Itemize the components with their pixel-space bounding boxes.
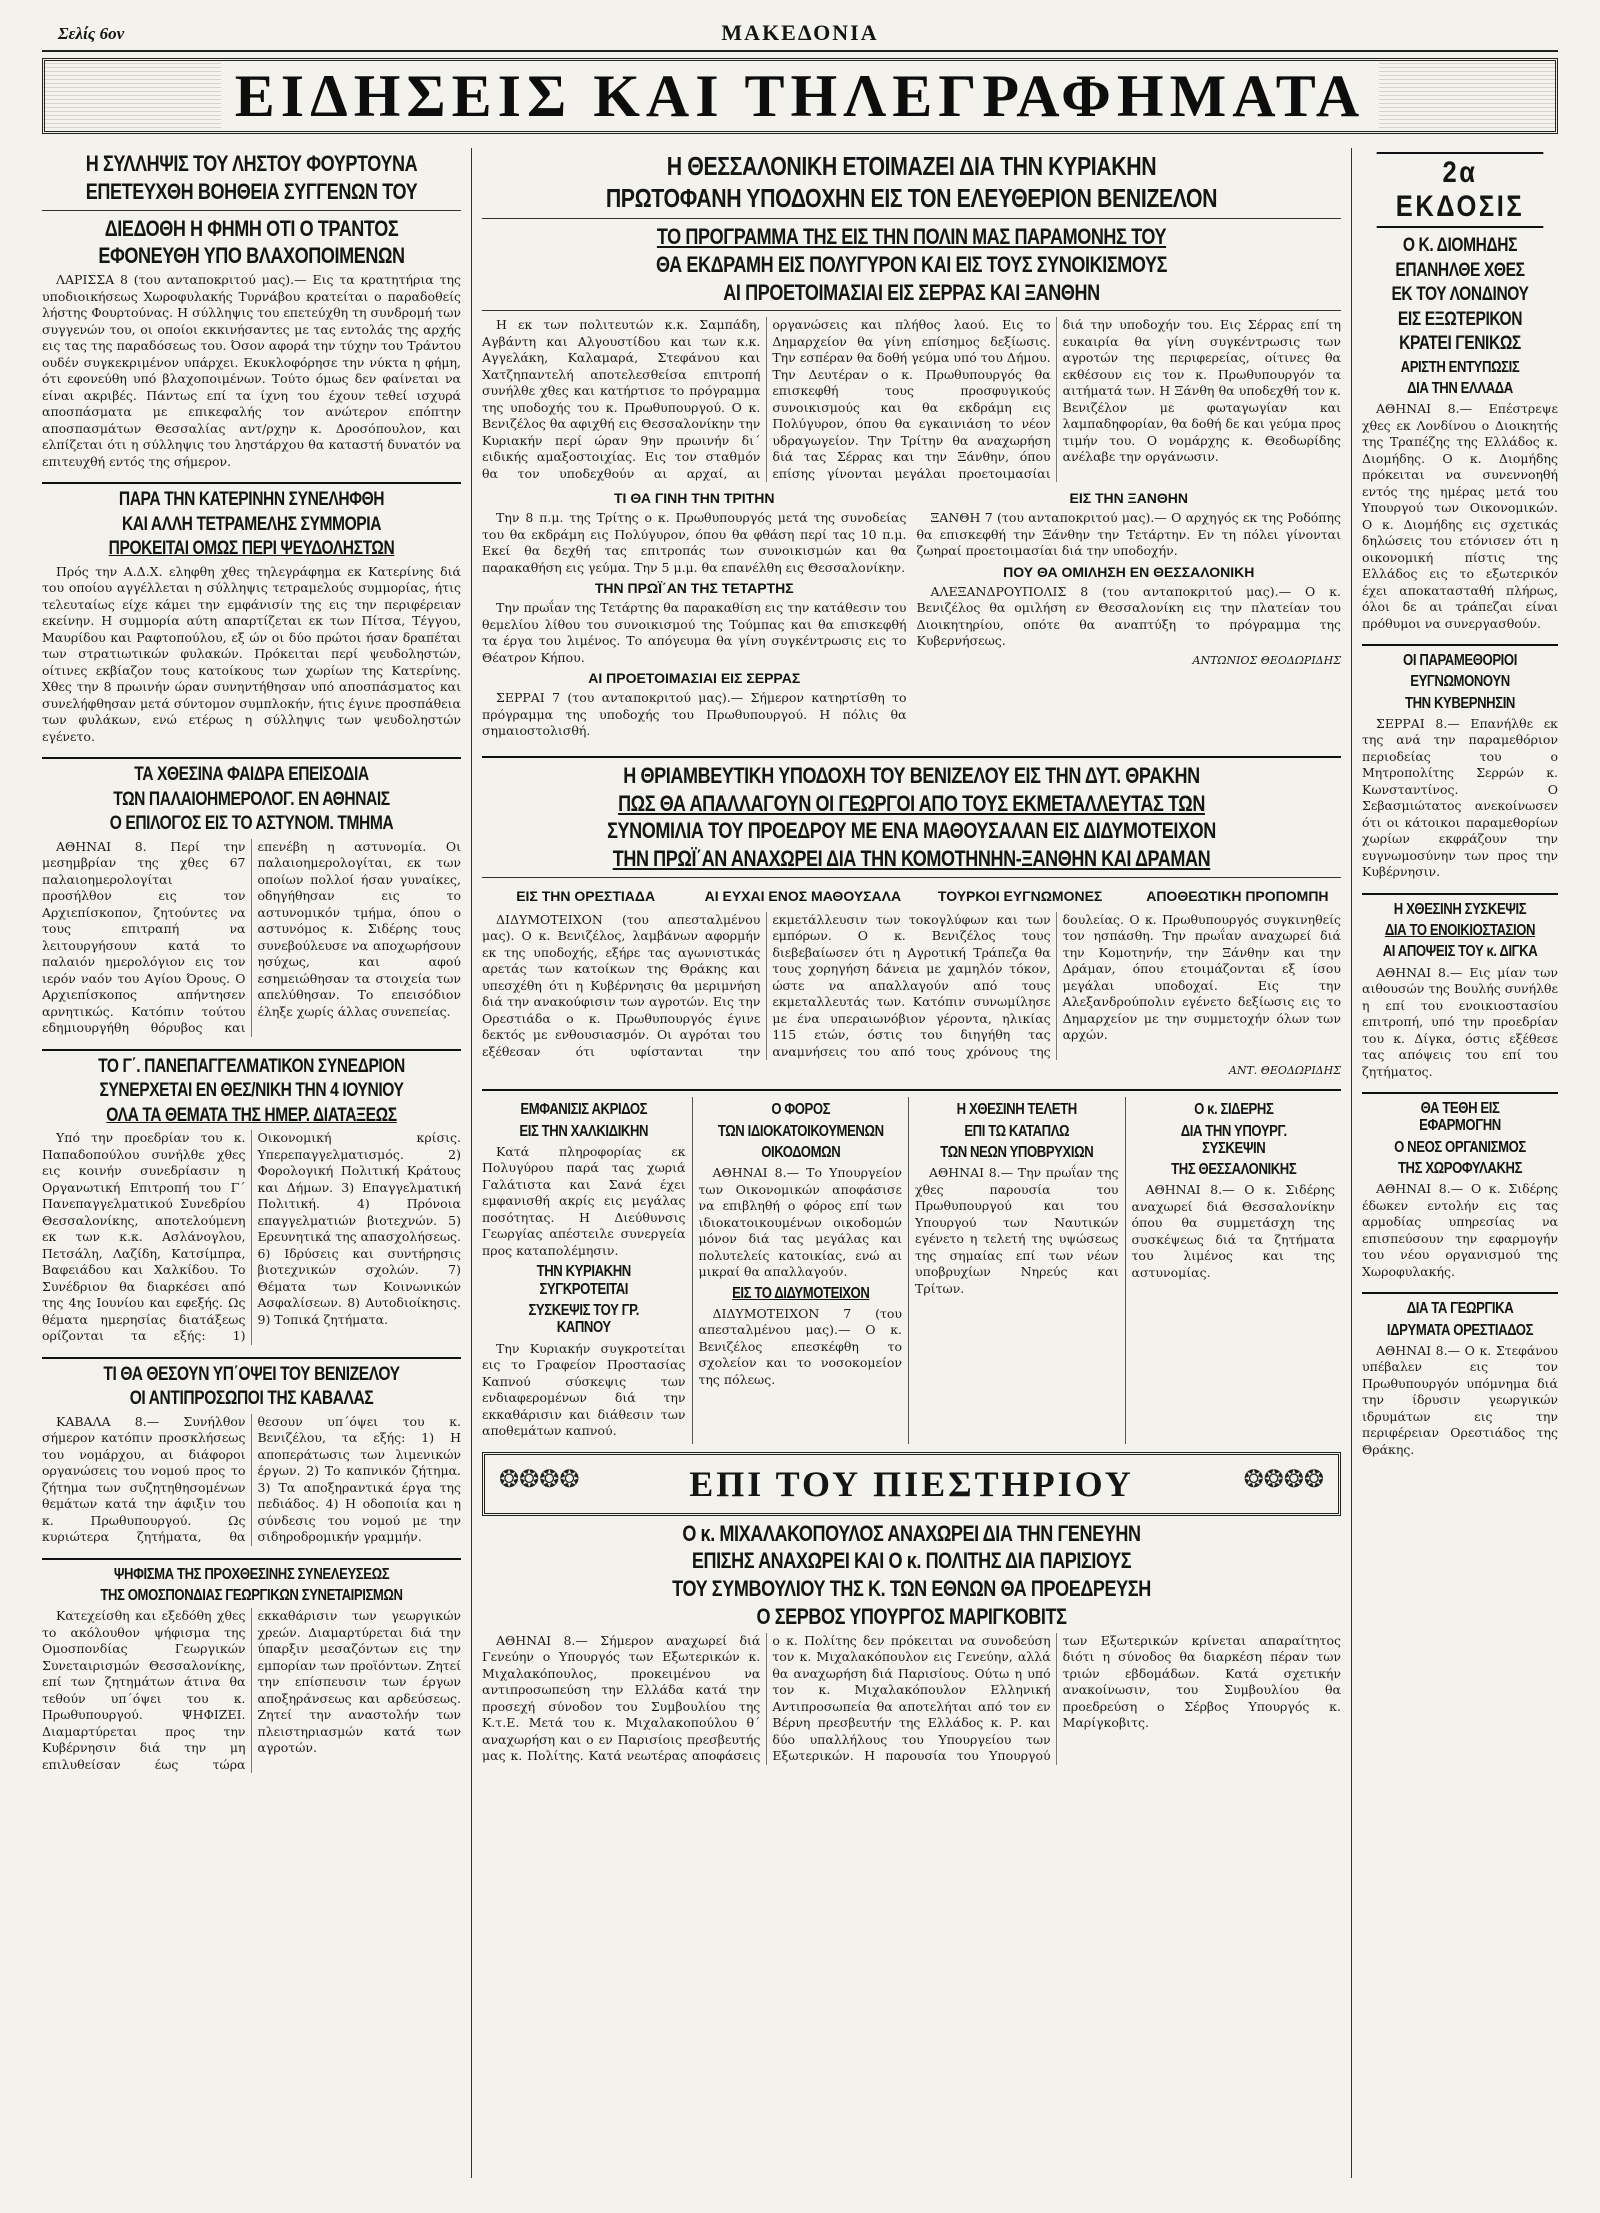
- article-body: ΑΘΗΝΑΙ 8.— Ο κ. Σιδέρης αναχωρεί διά Θεσσαλονίκην όπου θα συμμετάσχη της συσκέψεως διά τα ζητήματα του λιμένος και της αστυνομίας.: [1131, 1182, 1335, 1280]
- sub-sections: [482, 486, 1341, 744]
- headline: ΨΗΦΙΣΜΑ ΤΗΣ ΠΡΟΧΘΕΣΙΝΗΣ ΣΥΝΕΛΕΥΣΕΩΣ: [113, 1565, 390, 1583]
- headline: ΕΚ ΤΟΥ ΛΟΝΔΙΝΟΥ: [1391, 284, 1529, 306]
- column-right: [1352, 148, 1558, 2178]
- subheading: ΠΟΥ ΘΑ ΟΜΙΛΗΣΗ ΕΝ ΘΕΣΣΑΛΟΝΙΚΗ: [1003, 563, 1255, 580]
- section-banner: [42, 58, 1558, 134]
- headline: Ο ΝΕΟΣ ΟΡΓΑΝΙΣΜΟΣ: [1394, 1138, 1526, 1156]
- headline: Η ΧΘΕΣΙΝΗ ΤΕΛΕΤΗ: [956, 1101, 1077, 1119]
- headline: Ο ΕΠΙΛΟΓΟΣ ΕΙΣ ΤΟ ΑΣΤΥΝΟΜ. ΤΜΗΜΑ: [109, 813, 394, 835]
- headline: ΔΙΕΔΟΘΗ Η ΦΗΜΗ ΟΤΙ Ο ΤΡΑΝΤΟΣ: [104, 215, 399, 241]
- article-body: ΑΘΗΝΑΙ 8. Περί την μεσημβρίαν της χθες 67 παλαιοημερολογίται προσήλθον εις τον Αρχιεπίσκοπον, ζητούντες να τους επιτραπή να λειτουργήσουν κατά το παλαιόν ημερολόγιον εις τον ιερόν ναόν του Αγίου Όρους. Ο Αρχιεπίσκοπος απήντησεν αρνητικώς. Κατόπιν τούτου εδημιουργήθη θόρυβος και επενέβη η αστυνομία. Οι παλαιοημερολογίται, εκ των οποίων πολλοί ήσαν γυναίκες, οδηγήθησαν εις το αστυνομικόν τμήμα, όπου ο αστυνόμος κ. Σιδέρης τους συνεβούλευσε να αποχωρήσουν ησύχως, και αφού εσημειώθησαν τα στοιχεία των απελύθησαν. Το επεισόδιον έληξε χωρίς άλλας συνεπείας.: [42, 838, 461, 1036]
- headline: ΕΜΦΑΝΙΣΙΣ ΑΚΡΙΔΟΣ: [520, 1101, 648, 1119]
- headline: ΑΙ ΠΡΟΕΤΟΙΜΑΣΙΑΙ ΕΙΣ ΣΕΡΡΑΣ ΚΑΙ ΞΑΝΘΗΝ: [723, 279, 1100, 305]
- article-enoikiostasion: [1362, 901, 1558, 1080]
- headline: ΟΙ ΠΑΡΑΜΕΘΟΡΙΟΙ: [1403, 652, 1517, 670]
- subheading: ΕΙΣ ΤΗΝ ΞΑΝΘΗΝ: [1069, 490, 1189, 507]
- rule: [1362, 1292, 1558, 1294]
- masthead: [42, 10, 1558, 52]
- headline: ΕΠΕΤΕΥΧΘΗ ΒΟΗΘΕΙΑ ΣΥΓΓΕΝΩΝ ΤΟΥ: [85, 178, 418, 204]
- headline: ΣΥΣΚΕΨΙΣ ΤΟΥ ΓΡ. ΚΑΠΝΟΥ: [528, 1301, 640, 1337]
- article-body: ΚΑΒΑΛΑ 8.— Συνήλθον σήμερον κατόπιν προσκλήσεως του νομάρχου, αι διάφοροι οργανώσεις του νομού προς το ζήτημα των συζητηθησομένων θεμάτων κατά την άφιξιν του κ. Πρωθυπουργού. Ως κυριώτερα ζητήματα, θα θεσουν υπ΄όψει του κ. Βενιζέλου, τα εξής: 1) Η αποπεράτωσις των λιμενικών έργων. 2) Το καπνικόν ζήτημα. 3) Τα αποξηραντικά έργα της πεδιάδος. 4) Η οδοποιία και η σύνδεσις του νομού με την σιδηροδρομικήν γραμμήν.: [42, 1413, 461, 1545]
- article-body: ΛΑΡΙΣΣΑ 8 (του ανταποκριτού μας).— Εις τα κρατητήρια της υποδιοικήσεως Χωροφυλακής Τυρνάβου κρατείται ο παραδοθείς λήστης Φουρτούνας. Η σύλληψις του επετεύχθη τη συνδρομή των συγγενών του, οι οποίοι εκκινήσαντες με τας εντολάς της αρχής εις τας της παραδόσεως του. Όσον αφορά την τύχην του Τράντου ουδέν συγκεκριμένον υπάρχει. Εκυκλοφόρησε την νύκτα η φήμη, ότι εφονεύθη υπό βλαχοποιμένων. Τούτο όμως δεν φαίνεται να είναι ακριβές. Πάντως επί τα ίχνη του έχουν τεθεί ισχυρά αποσπάσματα με επικεφαλής τον ανώτερον επόπτην αποσπασμάτων Θεσσαλίας αντ/ρχην κ. Δροσόπουλον, και ελπίζεται ότι η σύλληψις του ληστάρχου θα καταστή δυνατόν να επιτευχθή εντός της σήμερον.: [42, 272, 461, 469]
- article-body: ΑΘΗΝΑΙ 8.— Το Υπουργείον των Οικονομικών αποφάσισε να επιβληθή ο φόρος επί των ιδιοκατοικουμένων οικοδομών μόνον διά τας μεγάλας και πολυτελείς κατοικίας, ενώ αι μικραί θα απαλλαγούν.: [698, 1165, 902, 1280]
- headline: ΟΛΑ ΤΑ ΘΕΜΑΤΑ ΤΗΣ ΗΜΕΡ. ΔΙΑΤΑΞΕΩΣ: [106, 1104, 397, 1126]
- article-body: ΣΕΡΡΑΙ 8.— Επανήλθε εκ της ανά την παραμεθόριον περιοδείας του ο Μητροπολίτης Σερρών κ. Κωνσταντίνος. Ο Σεβασμιώτατος ανεκοίνωσεν ότι οι κάτοικοι παραμεθορίων χωρίων εκφράζουν την ευγνωμοσύνην των προς την Κυβέρνησιν.: [1362, 715, 1558, 880]
- headline: ΣΥΝΕΡΧΕΤΑΙ ΕΝ ΘΕΣ/ΝΙΚΗ ΤΗΝ 4 ΙΟΥΝΙΟΥ: [99, 1080, 404, 1102]
- subheading: ΑΠΟΘΕΩΤΙΚΗ ΠΡΟΠΟΜΠΗ: [1146, 887, 1329, 904]
- page-number: Σελίς 6ον: [58, 24, 125, 43]
- rule: [42, 757, 461, 759]
- headline: Η ΣΥΛΛΗΨΙΣ ΤΟΥ ΛΗΣΤΟΥ ΦΟΥΡΤΟΥΝΑ: [85, 151, 418, 176]
- rule: [42, 210, 461, 211]
- section-title: ΕΙΔΗΣΕΙΣ ΚΑΙ ΤΗΛΕΓΡΑΦΗΜΑΤΑ: [221, 63, 1379, 129]
- headline: ΚΡΑΤΕΙ ΓΕΝΙΚΩΣ: [1399, 333, 1521, 355]
- byline: ΑΝΤ. ΘΕΟΔΩΡΙΔΗΣ: [1228, 1064, 1341, 1078]
- rule: [1362, 1092, 1558, 1094]
- edition-text: 2α ΕΚΔΟΣΙΣ: [1377, 152, 1544, 228]
- headline: ΙΔΡΥΜΑΤΑ ΟΡΕΣΤΙΑΔΟΣ: [1386, 1321, 1534, 1339]
- headline: ΤΑ ΧΘΕΣΙΝΑ ΦΑΙΔΡΑ ΕΠΕΙΣΟΔΙΑ: [134, 764, 369, 786]
- press-title: ΕΠΙ ΤΟΥ ΠΙΕΣΤΗΡΙΟΥ: [689, 1463, 1134, 1504]
- subheading: ΤΙ ΘΑ ΓΙΝΗ ΤΗΝ ΤΡΙΤΗΝ: [614, 490, 775, 507]
- sub-section-text: ΞΑΝΘΗ 7 (του ανταποκριτού μας).— Ο αρχηγός εκ της Ροδόπης θα επισκεφθή την Ξάνθην την Τετάρτην. Εν τη πόλει γίνονται ζωηραί προετοιμασίαι διά την υποδοχήν.: [916, 510, 1341, 559]
- article-body: ΑΘΗΝΑΙ 8.— Σήμερον αναχωρεί διά Γενεύην ο Υπουργός των Εξωτερικών κ. Μιχαλακόπουλος, προκειμένου να αντιπροσωπεύση την Ελλάδα κατά την προσεχή σύνοδον του Συμβουλίου της Κ.τ.Ε. Μετά του κ. Μιχαλακοπούλου θ΄ αναχωρήση και ο εν Παρισίοις πρεσβευτής μας κ. Πολίτης. Κατά νεωτέρας αποφάσεις ο κ. Πολίτης δεν πρόκειται να συνοδεύση τον κ. Μιχαλακόπουλον εις Γενεύην, αλλά θα αναχωρήση διά Παρισίους. Ούτω η υπό τον κ. Μιχαλακόπουλον Ελληνική Αντιπροσωπεία θα αποτελήται από τον εν Βέρνη πρεσβευτήν της Ελλάδος κ. Ρ. και δύο υπαλλήλους του Υπουργείου των Εξωτερικών. Η παρουσία του Υπουργού των Εξωτερικών κρίνεται απαραίτητος διότι η σύνοδος θα διαρκέση πέραν των τριών εβδομάδων. Κατά σχετικήν ανακοίνωσιν, του Συμβουλίου θα προεδρεύση ο Σέρβος Υπουργός κ. Μαρίγκοβιτς.: [482, 1632, 1341, 1763]
- headline: ΑΙ ΑΠΟΨΕΙΣ ΤΟΥ κ. ΔΙΓΚΑ: [1382, 943, 1538, 961]
- press-box: [482, 1452, 1341, 1516]
- headline: ΤΟΥ ΣΥΜΒΟΥΛΙΟΥ ΤΗΣ Κ. ΤΩΝ ΕΘΝΩΝ ΘΑ ΠΡΟΕΔΡΕΥΣΗ: [672, 1576, 1151, 1601]
- article-chorofylaki: [1362, 1100, 1558, 1280]
- article-kavala: [42, 1365, 461, 1546]
- subheading: ΑΙ ΠΡΟΕΤΟΙΜΑΣΙΑΙ ΕΙΣ ΣΕΡΡΑΣ: [588, 670, 801, 687]
- sub-section-text: ΣΕΡΡΑΙ 7 (του ανταποκριτού μας).— Σήμερον κατηρτίσθη το πρόγραμμα της υποδοχής του Πρωθυπουργού. Η πόλις θα σημαιοστολισθή.: [482, 690, 907, 739]
- short-column-c: [909, 1097, 1126, 1443]
- headline: ΤΗΣ ΧΩΡΟΦΥΛΑΚΗΣ: [1397, 1160, 1523, 1177]
- headline: ΕΦΟΝΕΥΘΗ ΥΠΟ ΒΛΑΧΟΠΟΙΜΕΝΩΝ: [98, 243, 405, 269]
- rule: [482, 218, 1341, 219]
- headline: ΤΗΣ ΟΜΟΣΠΟΝΔΙΑΣ ΓΕΩΡΓΙΚΩΝ ΣΥΝΕΤΑΙΡΙΣΜΩΝ: [100, 1586, 403, 1604]
- headline: ΕΙΣ ΤΗΝ ΧΑΛΚΙΔΙΚΗΝ: [519, 1122, 649, 1140]
- article-katerini: [42, 490, 461, 745]
- rule: [42, 1049, 461, 1051]
- headline: ΘΑ ΕΚΔΡΑΜΗ ΕΙΣ ΠΟΛΥΓΥΡΟΝ ΚΑΙ ΕΙΣ ΤΟΥΣ ΣΥΝΟΙΚΙΣΜΟΥΣ: [655, 251, 1168, 277]
- rule: [42, 1558, 461, 1560]
- article-body: Πρός την Α.Δ.Χ. εληφθη χθες τηλεγράφημα εκ Κατερίνης διά του οποίου αγγέλλεται η σύλληψις τετραμελούς συμμορίας, ήτις τελευταίως είχε κάμει την εμφάνισίν της εις την περιφέρειαν εκείνην. Η συμμορία αύτη απαρτίζεται εκ των Πίτσα, Τέγγου, Μαυρίδου και Ραφτοπούλου, εξ ών οι δύο πρώτοι ήσαν δραπέται των στρατιωτικών φυλακών. Πρόκειται περί ψευδοληστών, οίτινες εκβίαζον τους κατοίκους των χωρίων της Κατερίνης. Χθες την 8 πρωινήν ώραν συνηντήθησαν υπό αποσπάσματος και συνελήφθησαν μετά σύντομον συμπλοκήν, ήτις έγινε προσπάθεια των φυλάκων, ενώ ετέρως η σύλληψις των ψευδοληστών εγένετο.: [42, 563, 461, 744]
- headline: ΤΗΝ ΠΡΩΪ΄ΑΝ ΑΝΑΧΩΡΕΙ ΔΙΑ ΤΗΝ ΚΟΜΟΤΗΝΗΝ-ΞΑΝΘΗΝ ΚΑΙ ΔΡΑΜΑΝ: [612, 846, 1211, 872]
- headline: ΔΙΑ ΤΗΝ ΥΠΟΥΡΓ. ΣΥΣΚΕΨΙΝ: [1180, 1122, 1287, 1157]
- headline: Ο ΦΟΡΟΣ: [770, 1101, 830, 1119]
- short-news-row: [482, 1097, 1341, 1443]
- article-body: ΔΙΔΥΜΟΤΕΙΧΟΝ (του απεσταλμένου μας). Ο κ. Βενιζέλος, λαμβάνων αφορμήν εκ της υποδοχής, εξήρε τας αγωνιστικάς αρετάς των κατοίκων της Θράκης και υπεσχέθη ότι η Κυβέρνησις θα μεριμνήση διά την ανακούφισιν των αγροτών. Εις την Ορεστιάδα ο κ. Πρωθυπουργός έγινε δεκτός με ενθουσιασμόν. Οι αγρόται του εξέθεσαν ότι υφίστανται την εκμετάλλευσιν των τοκογλύφων και των εμπόρων. Ο κ. Βενιζέλος τους διεβεβαίωσεν ότι η Αγροτική Τράπεζα θα τους χορηγήση δάνεια με χαμηλόν τόκον, ώστε να απαλλαγούν από τους εκμεταλλευτάς των. Κατόπιν συνωμίλησε με ένα υπεραιωνόβιον γέροντα, ηλικίας 115 ετών, όστις του διηγήθη τας αναμνήσεις του από τους χρόνους της δουλείας. Ο κ. Πρωθυπουργός συγκινηθείς τον ησπάσθη. Την πρωΐαν αναχωρεί διά την Κομοτηνήν, την Ξάνθην και την Δράμαν, όπου ετοιμάζονται εξ ίσου μεγάλαι υποδοχαί. Εις την Αλεξανδρούπολιν εγένετο δεξίωσις εις το Δημαρχείον με την συμμετοχήν όλων των αρχών.: [482, 911, 1341, 1059]
- subheading: ΑΙ ΕΥΧΑΙ ΕΝΟΣ ΜΑΘΟΥΣΑΛΑ: [704, 887, 902, 904]
- headline: ΤΗΣ ΘΕΣΣΑΛΟΝΙΚΗΣ: [1170, 1161, 1296, 1179]
- article-venizelos-reception: [482, 152, 1341, 744]
- sub-section-left: [482, 486, 907, 744]
- headline: ΚΑΙ ΑΛΛΗ ΤΕΤΡΑΜΕΛΗΣ ΣΥΜΜΟΡΙΑ: [121, 513, 382, 535]
- headline: Ο Κ. ΔΙΟΜΗΔΗΣ: [1402, 235, 1518, 256]
- rule: [482, 310, 1341, 311]
- headline: ΤΗΝ ΚΥΒΕΡΝΗΣΙΝ: [1404, 694, 1516, 712]
- article-thrace: [482, 764, 1341, 1078]
- headline: ΣΥΝΟΜΙΛΙΑ ΤΟΥ ΠΡΟΕΔΡΟΥ ΜΕ ΕΝΑ ΜΑΘΟΥΣΑΛΑΝ ΕΙΣ ΔΙΔΥΜΟΤΕΙΧΟΝ: [607, 818, 1216, 844]
- columns: [42, 148, 1558, 2178]
- article-body: Την Κυριακήν συγκροτείται εις το Γραφείον Προστασίας Καπνού σύσκεψις των ενδιαφερομένων διά την εκκαθάρισιν και διάθεσιν των αποθεμάτων καπνού.: [482, 1340, 686, 1438]
- article-michalakopoulos: [482, 1522, 1341, 1765]
- headline: ΤΟ Γ΄. ΠΑΝΕΠΑΓΓΕΛΜΑΤΙΚΟΝ ΣΥΝΕΔΡΙΟΝ: [98, 1055, 405, 1077]
- headline: ΤΟ ΠΡΟΓΡΑΜΜΑ ΤΗΣ ΕΙΣ ΤΗΝ ΠΟΛΙΝ ΜΑΣ ΠΑΡΑΜΟΝΗΣ ΤΟΥ: [656, 224, 1167, 250]
- rule: [482, 1089, 1341, 1091]
- headline: ΔΙΑ ΤΟ ΕΝΟΙΚΙΟΣΤΑΣΙΟΝ: [1384, 922, 1536, 940]
- headline: ΔΙΑ ΤΑ ΓΕΩΡΓΙΚΑ: [1406, 1300, 1514, 1318]
- headline: ΟΙΚΟΔΟΜΩΝ: [760, 1143, 840, 1161]
- edition-label: [1362, 152, 1558, 228]
- column-middle: [472, 148, 1352, 2178]
- headline: ΤΩΝ ΝΕΩΝ ΥΠΟΒΡΥΧΙΩΝ: [940, 1143, 1094, 1161]
- rule: [1362, 893, 1558, 895]
- subheading: ΤΗΝ ΠΡΩΪ΄ΑΝ ΤΗΣ ΤΕΤΑΡΤΗΣ: [594, 580, 794, 597]
- article-psifisma: [42, 1566, 461, 1774]
- sub-section-text: ΑΛΕΞΑΝΔΡΟΥΠΟΛΙΣ 8 (του ανταποκριτού μας).— Ο κ. Βενιζέλος θα ομιλήση εν Θεσσαλονίκη εις την πλατείαν του Διοικητηρίου, οπότε θα αναπτύξη το πρόγραμμα της Κυβερνήσεως.: [916, 583, 1341, 649]
- article-synedrion: [42, 1057, 461, 1345]
- article-paramethorioi: [1362, 652, 1558, 881]
- headline: ΠΩΣ ΘΑ ΑΠΑΛΛΑΓΟΥΝ ΟΙ ΓΕΩΡΓΟΙ ΑΠΟ ΤΟΥΣ ΕΚΜΕΤΑΛΛΕΥΤΑΣ ΤΩΝ: [618, 790, 1205, 816]
- headline: ΤΙ ΘΑ ΘΕΣΟΥΝ ΥΠ΄ΟΨΕΙ ΤΟΥ ΒΕΝΙΖΕΛΟΥ: [103, 1363, 400, 1385]
- article-fourtounas: [42, 152, 461, 470]
- headline: Η ΘΕΣΣΑΛΟΝΙΚΗ ΕΤΟΙΜΑΖΕΙ ΔΙΑ ΤΗΝ ΚΥΡΙΑΚΗΝ: [666, 151, 1157, 181]
- paper-name: ΜΑΚΕΔΟΝΙΑ: [721, 20, 879, 45]
- sub-section-text: Την πρωΐαν της Τετάρτης θα παρακαθίση εις την κατάθεσιν του θεμελίου λίθου του συνοικισμού της Τούμπας και θα επισκεφθή τα έργα του λιμένος. Το απόγευμα θα γίνη συγκέντρωσις εις το Θέατρον Κήπου.: [482, 600, 907, 665]
- sub-section-text: Την 8 π.μ. της Τρίτης ο κ. Πρωθυπουργός μετά της συνοδείας του θα εκδράμη εις Πολύγυρον, όπου θα φθάση περί τας 10 π.μ. Εκεί θα δεχθή τας επιτροπάς των συνοικισμών και θα παρακαθήση εις γεύμα. Την 5 μ.μ. θα επανέλθη εις Θεσσαλονίκην.: [482, 510, 907, 575]
- short-column-a: [482, 1097, 693, 1443]
- article-body: ΑΘΗΝΑΙ 8.— Εις μίαν των αιθουσών της Βουλής συνήλθε η επί του ενοικιοστασίου επιτροπή, υπό την προεδρίαν του κ. Δίγκα, όστις εξέθεσε τας απόψεις του επί του ζητήματος.: [1362, 964, 1558, 1079]
- headline: ΕΙΣ ΤΟ ΔΙΔΥΜΟΤΕΙΧΟΝ: [731, 1284, 869, 1302]
- rule: [482, 877, 1341, 878]
- rule: [42, 1357, 461, 1359]
- subheading: ΕΙΣ ΤΗΝ ΟΡΕΣΤΙΑΔΑ: [516, 887, 656, 904]
- article-body: ΔΙΔΥΜΟΤΕΙΧΟΝ 7 (του απεσταλμένου μας).— Ο κ. Βενιζέλος επεσκέφθη το σχολείον και το νοσοκομείον της πόλεως.: [698, 1305, 902, 1387]
- headline: ΕΠΑΝΗΛΘΕ ΧΘΕΣ: [1395, 259, 1525, 281]
- headline: ΠΑΡΑ ΤΗΝ ΚΑΤΕΡΙΝΗΝ ΣΥΝΕΛΗΦΘΗ: [118, 489, 385, 510]
- headline: ΠΡΩΤΟΦΑΝΗ ΥΠΟΔΟΧΗΝ ΕΙΣ ΤΟΝ ΕΛΕΥΘΕΡΙΟΝ ΒΕΝΙΖΕΛΟΝ: [605, 183, 1218, 214]
- article-body: ΑΘΗΝΑΙ 8.— Επέστρεψε χθες εκ Λονδίνου ο Διοικητής της Τραπέζης της Ελλάδος κ. Διομήδης. Ο κ. Διομήδης πρόκειται να συνεννοηθή εντός της ημέρας μετά του Υπουργού των Οικονομικών. Ο κ. Διομήδης εις σχετικάς δηλώσεις του ετόνισεν ότι η οικονομική πίστις της Ελλάδος εις το εξωτερικόν έχει αποκατασταθή πλήρως, όλοι δε αι τράπεζαι είναι πρόθυμοι να συνεργασθούν.: [1362, 401, 1558, 631]
- sub-section-right: [917, 486, 1342, 744]
- headline: ΘΑ ΤΕΘΗ ΕΙΣ ΕΦΑΡΜΟΓΗΝ: [1419, 1100, 1501, 1135]
- headline: ΕΥΓΝΩΜΟΝΟΥΝ: [1410, 673, 1510, 691]
- headline: ΕΠΙΣΗΣ ΑΝΑΧΩΡΕΙ ΚΑΙ Ο κ. ΠΟΛΙΤΗΣ ΔΙΑ ΠΑΡΙΣΙΟΥΣ: [691, 1548, 1132, 1574]
- ornament-icon: ❂❂❂❂: [1243, 1464, 1324, 1493]
- headline: ΤΩΝ ΙΔΙΟΚΑΤΟΙΚΟΥΜΕΝΩΝ: [717, 1122, 884, 1140]
- headline: ΤΩΝ ΠΑΛΑΙΟΗΜΕΡΟΛΟΓ. ΕΝ ΑΘΗΝΑΙΣ: [113, 788, 390, 810]
- ornament-icon: ❂❂❂❂: [499, 1464, 580, 1493]
- rule: [42, 482, 461, 484]
- article-body: Η εκ των πολιτευτών κ.κ. Σαμπάδη, Αγβάντη και Αλγουστίδου και των κ.κ. Αγγελάκη, Καλαμαρά, Στεφάνου και Χατζηπαντελή αποτελεσθείσα επιτροπή συνήλθε χθες και κατήρτισε το πρόγραμμα της υποδοχής του κ. Πρωθυπουργού. Ο κ. Βενιζέλος θα αφιχθή εις Θεσσαλονίκην την Κυριακήν περί ώραν 9ην πρωινήν δι΄ ειδικής αμαξοστοιχίας. Εις τον σταθμόν θα τον υποδεχθούν αι αρχαί, αι οργανώσεις και πλήθος λαού. Εις το Δημαρχείον θα γίνη επίσημος δεξίωσις. Την εσπέραν θα δοθή γεύμα υπό του Δήμου. Την Δευτέραν ο κ. Πρωθυπουργός θα επισκεφθή τους προσφυγικούς συνοικισμούς και θα εκδράμη εις Πολύγυρον, όπου θα εγκαινιάση το νέον υδραγωγείον. Την Τρίτην θα αναχωρήση διά τας Σέρρας και την Ξάνθην, όπου επίσης γίνονται μεγάλαι προετοιμασίαι διά την υποδοχήν του. Εις Σέρρας επί τη ευκαιρία θα γίνη συγκέντρωσις των αγροτών της περιφερείας, οίτινες θα εκθέσουν εις τον κ. Πρωθυπουργόν τα αιτήματά των. Η Ξάνθη θα υποδεχθή τον κ. Βενιζέλον με φωταγωγίαν και λαμπαδηφορίαν, θα δοθή δε και γεύμα προς τιμήν του. Ο νομάρχης κ. Θεοδωρίδης ανέλαβε την οργάνωσιν.: [482, 317, 1341, 481]
- headline: Η ΘΡΙΑΜΒΕΥΤΙΚΗ ΥΠΟΔΟΧΗ ΤΟΥ ΒΕΝΙΖΕΛΟΥ ΕΙΣ ΤΗΝ ΔΥΤ. ΘΡΑΚΗΝ: [623, 762, 1200, 788]
- headline: ΕΠΙ ΤΩ ΚΑΤΑΠΛΩ: [964, 1122, 1070, 1140]
- article-palaioimerologites: [42, 765, 461, 1037]
- headline: ΑΡΙΣΤΗ ΕΝΤΥΠΩΣΙΣ: [1400, 358, 1520, 376]
- article-body: ΑΘΗΝΑΙ 8.— Την πρωΐαν της χθες παρουσία του Πρωθυπουργού και του Υπουργού των Ναυτικών εγένετο η τελετή της υψώσεως της σημαίας επί των νέων υποβρυχίων Νηρεύς και Τρίτων.: [915, 1165, 1119, 1296]
- rule: [1362, 644, 1558, 646]
- headline: Ο κ. ΜΙΧΑΛΑΚΟΠΟΥΛΟΣ ΑΝΑΧΩΡΕΙ ΔΙΑ ΤΗΝ ΓΕΝΕΥΗΝ: [682, 1520, 1141, 1546]
- article-diomidis: [1362, 236, 1558, 632]
- article-body: Υπό την προεδρίαν του κ. Παπαδοπούλου συνήλθε χθες εις κοινήν συνεδρίασιν η Οργανωτική Επιτροπή του Γ΄ Πανεπαγγελματικού Συνεδρίου Θεσσαλονίκης, αποτελούμενη εκ των κ.κ. Ασλάνογλου, Πετσάλη, Λαζίδη, Κατσίμπρα, Βαφειάδου και Χαλκίδου. Το Συνέδριον θα διαρκέσει από της 4ης Ιουνίου και εφεξής. Ως θέματα ημερησίας διατάξεως ορίζονται τα εξής: 1) Οικονομική κρίσις. Υπερεπαγγελματισμός. 2) Φορολογική Πολιτική Κράτους και Δήμων. 3) Επαγγελματική Πολιτική. 4) Πρόνοια επαγγελματιών βιοτεχνών. 5) Ερευνητικά της απασχολήσεως. 6) Ιδρύσεις και συντήρησις βιοτεχνικών σχολών. 7) Θέματα των Κοινωνικών Ασφαλίσεων. 8) Αυτοδιοίκησις. 9) Τοπικά ζητήματα.: [42, 1130, 461, 1344]
- article-body: Κατεχείσθη και εξεδόθη χθες το ακόλουθον ψήφισμα της Ομοσπονδίας Γεωργικών Συνεταιρισμών Θεσσαλονίκης, επί των ζητημάτων άτινα θα τεθούν υπ΄όψει του κ. Πρωθυπουργού. ΨΗΦΙΖΕΙ. Διαμαρτύρεται προς την Κυβέρνησιν διά την μη επιλυθείσαν έως τώρα εκκαθάρισιν των γεωργικών χρεών. Διαμαρτύρεται διά την ύπαρξιν μεσαζόντων εις την εμπορίαν των προϊόντων. Ζητεί την επίσπευσιν των έργων αποξηράνσεως και αρδεύσεως. Ζητεί την αναστολήν των πλειστηριασμών κατά των αγροτών.: [42, 1608, 461, 1772]
- thrace-subheads: [482, 884, 1341, 908]
- headline: ΔΙΑ ΤΗΝ ΕΛΛΑΔΑ: [1407, 379, 1513, 397]
- short-column-d: [1126, 1097, 1342, 1443]
- headline: ΟΙ ΑΝΤΙΠΡΟΣΩΠΟΙ ΤΗΣ ΚΑΒΑΛΑΣ: [129, 1388, 374, 1410]
- article-orestiada: [1362, 1300, 1558, 1458]
- headline: ΤΗΝ ΚΥΡΙΑΚΗΝ ΣΥΓΚΡΟΤΕΙΤΑΙ: [536, 1263, 631, 1298]
- article-body: Κατά πληροφορίας εκ Πολυγύρου παρά τας χωριά Γαλάτιστα και Σανά έχει εμφανισθή ακρίς εις μεγάλας ποσότητας. Η Διεύθυνσις Γεωργίας απέστειλε συνεργεία προς καταπολέμησιν.: [482, 1143, 686, 1258]
- headline: Ο ΣΕΡΒΟΣ ΥΠΟΥΡΓΟΣ ΜΑΡΙΓΚΟΒΙΤΣ: [756, 1603, 1067, 1629]
- short-column-b: [693, 1097, 910, 1443]
- article-body: ΑΘΗΝΑΙ 8.— Ο κ. Στεφάνου υπέβαλεν εις τον Πρωθυπουργόν υπόμνημα διά την ίδρυσιν γεωργικών ιδρυμάτων εις την περιφέρειαν Ορεστιάδος της Θράκης.: [1362, 1342, 1558, 1457]
- column-left: [42, 148, 472, 2178]
- headline: Ο κ. ΣΙΔΕΡΗΣ: [1193, 1101, 1273, 1119]
- rule: [482, 756, 1341, 758]
- subheading: ΤΟΥΡΚΟΙ ΕΥΓΝΩΜΟΝΕΣ: [937, 887, 1103, 904]
- headline: ΠΡΟΚΕΙΤΑΙ ΟΜΩΣ ΠΕΡΙ ΨΕΥΔΟΛΗΣΤΩΝ: [108, 538, 395, 560]
- article-body: ΑΘΗΝΑΙ 8.— Ο κ. Σιδέρης έδωκεν εντολήν εις τας αρμοδίας υπηρεσίας να επισπεύσουν την εφαρμογήν του νέου οργανισμού της Χωροφυλακής.: [1362, 1181, 1558, 1279]
- headline: ΕΙΣ ΕΞΩΤΕΡΙΚΟΝ: [1397, 308, 1523, 330]
- headline: Η ΧΘΕΣΙΝΗ ΣΥΣΚΕΨΙΣ: [1393, 900, 1527, 918]
- byline: ΑΝΤΩΝΙΟΣ ΘΕΟΔΩΡΙΔΗΣ: [1192, 653, 1341, 667]
